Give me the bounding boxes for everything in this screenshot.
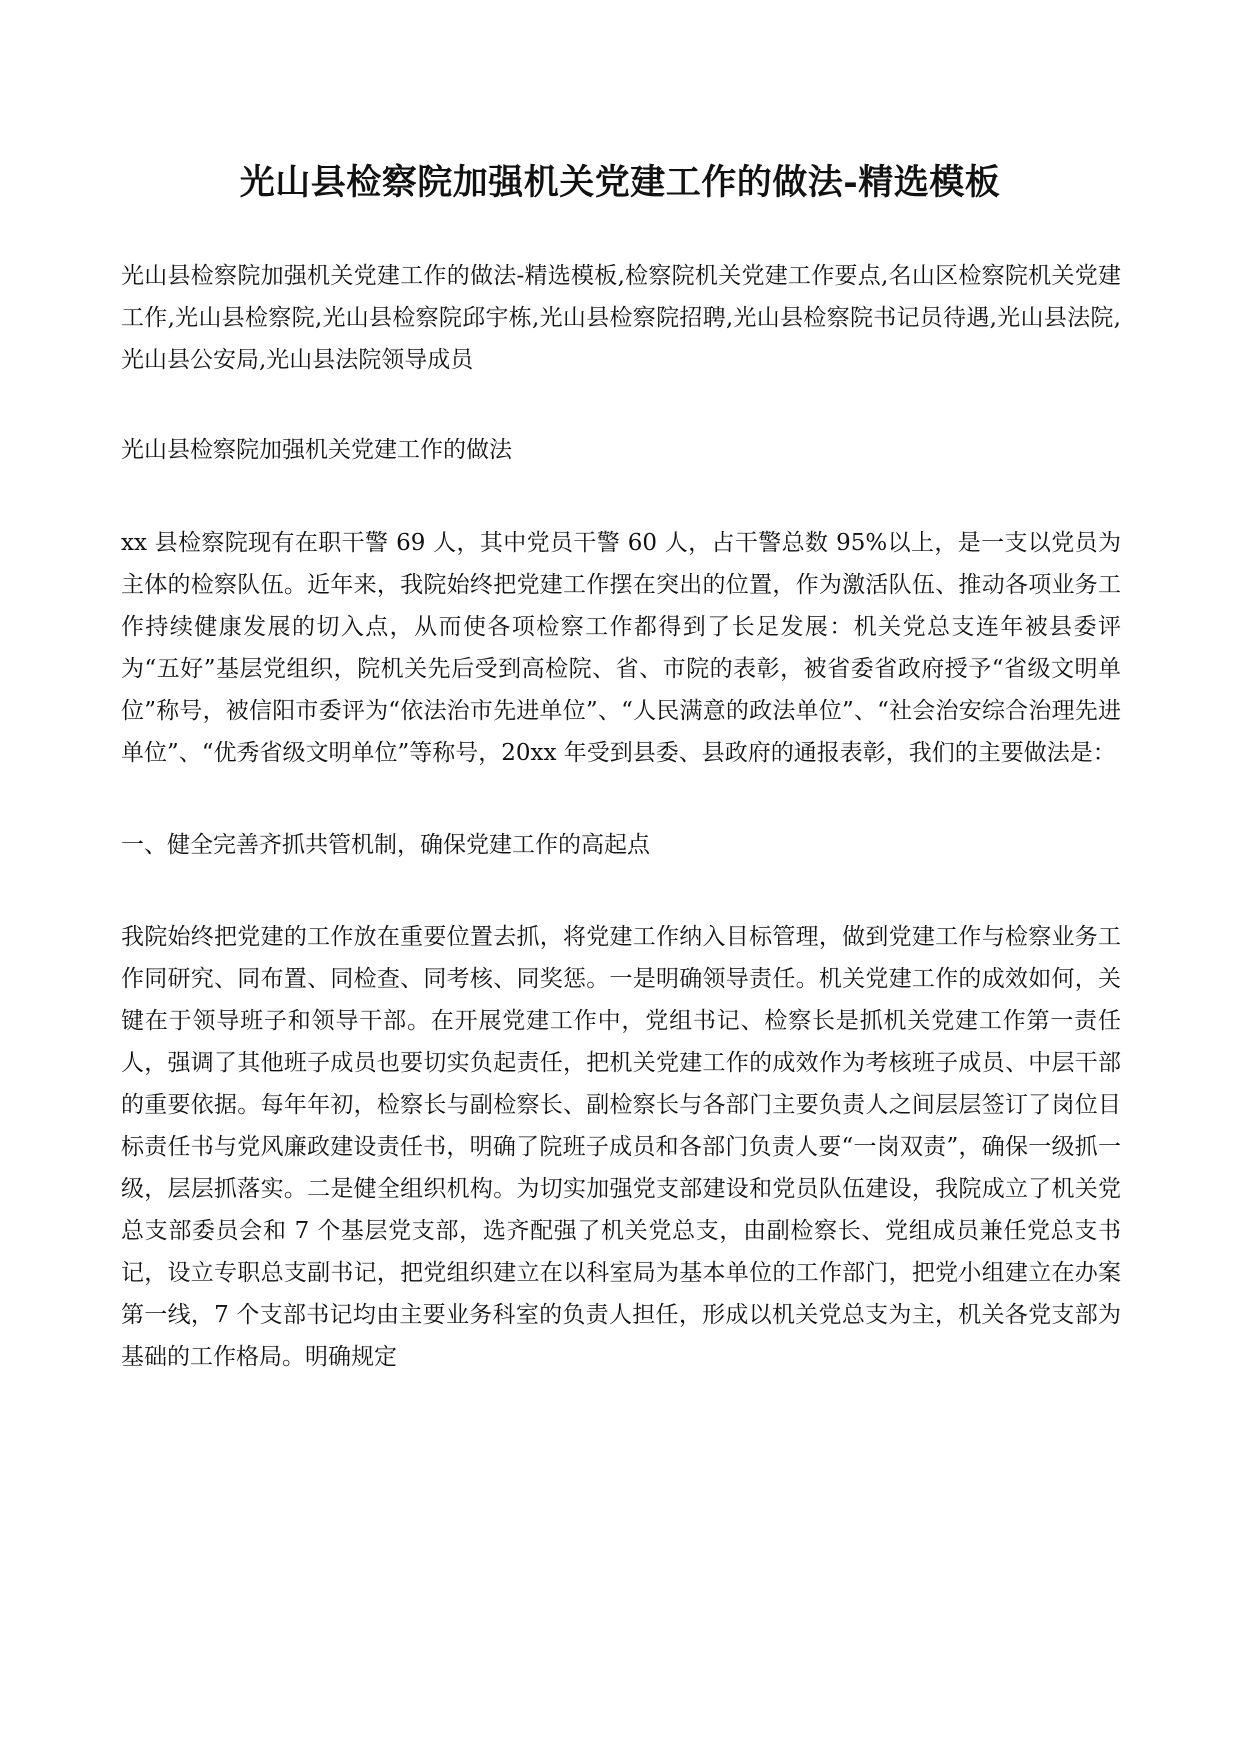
keywords-paragraph: 光山县检察院加强机关党建工作的做法-精选模板,检察院机关党建工作要点,名山区检察院机关党建工作,光山县检察院,光山县检察院邱宇栋,光山县检察院招聘,光山县检察院书记员待遇,光山县法院,光山县公安局,光山县法院领导成员	[121, 263, 1121, 373]
subtitle-paragraph: 光山县检察院加强机关党建工作的做法	[121, 437, 512, 463]
section-body-paragraph: 我院始终把党建的工作放在重要位置去抓，将党建工作纳入目标管理，做到党建工作与检察业务工作同研究、同布置、同检查、同考核、同奖惩。一是明确领导责任。机关党建工作的成效如何，关键在于领导班子和领导干部。在开展党建工作中，党组书记、检察长是抓机关党建工作第一责任人，强调了其他班子成员也要切实负起责任，把机关党建工作的成效作为考核班子成员、中层干部的重要依据。每年年初，检察长与副检察长、副检察长与各部门主要负责人之间层层签订了岗位目标责任书与党风廉政建设责任书，明确了院班子成员和各部门负责人要“一岗双责”，确保一级抓一级，层层抓落实。二是健全组织机构。为切实加强党支部建设和党员队伍建设，我院成立了机关党总支部委员会和 7 个基层党支部，选齐配强了机关党总支，由副检察长、党组成员兼任党总支书记，设立专职总支副书记，把党组织建立在以科室局为基本单位的工作部门，把党小组建立在办案第一线，7 个支部书记均由主要业务科室的负责人担任，形成以机关党总支为主，机关各党支部为基础的工作格局。明确规定	[121, 924, 1121, 1370]
document-body	[121, 255, 1121, 1378]
section-heading: 一、健全完善齐抓共管机制，确保党建工作的高起点	[121, 832, 650, 858]
document-title: 光山县检察院加强机关党建工作的做法-精选模板	[239, 162, 1001, 203]
intro-paragraph: xx 县检察院现有在职干警 69 人，其中党员干警 60 人，占干警总数 95%以上，是一支以党员为主体的检察队伍。近年来，我院始终把党建工作摆在突出的位置，作为激活队伍、推动各项业务工作持续健康发展的切入点，从而使各项检察工作都得到了长足发展：机关党总支连年被县委评为“五好”基层党组织，院机关先后受到高检院、省、市院的表彰，被省委省政府授予“省级文明单位”称号，被信阳市委评为“依法治市先进单位”、“人民满意的政法单位”、“社会治安综合治理先进单位”、“优秀省级文明单位”等称号，20xx 年受到县委、县政府的通报表彰，我们的主要做法是：	[121, 530, 1121, 766]
